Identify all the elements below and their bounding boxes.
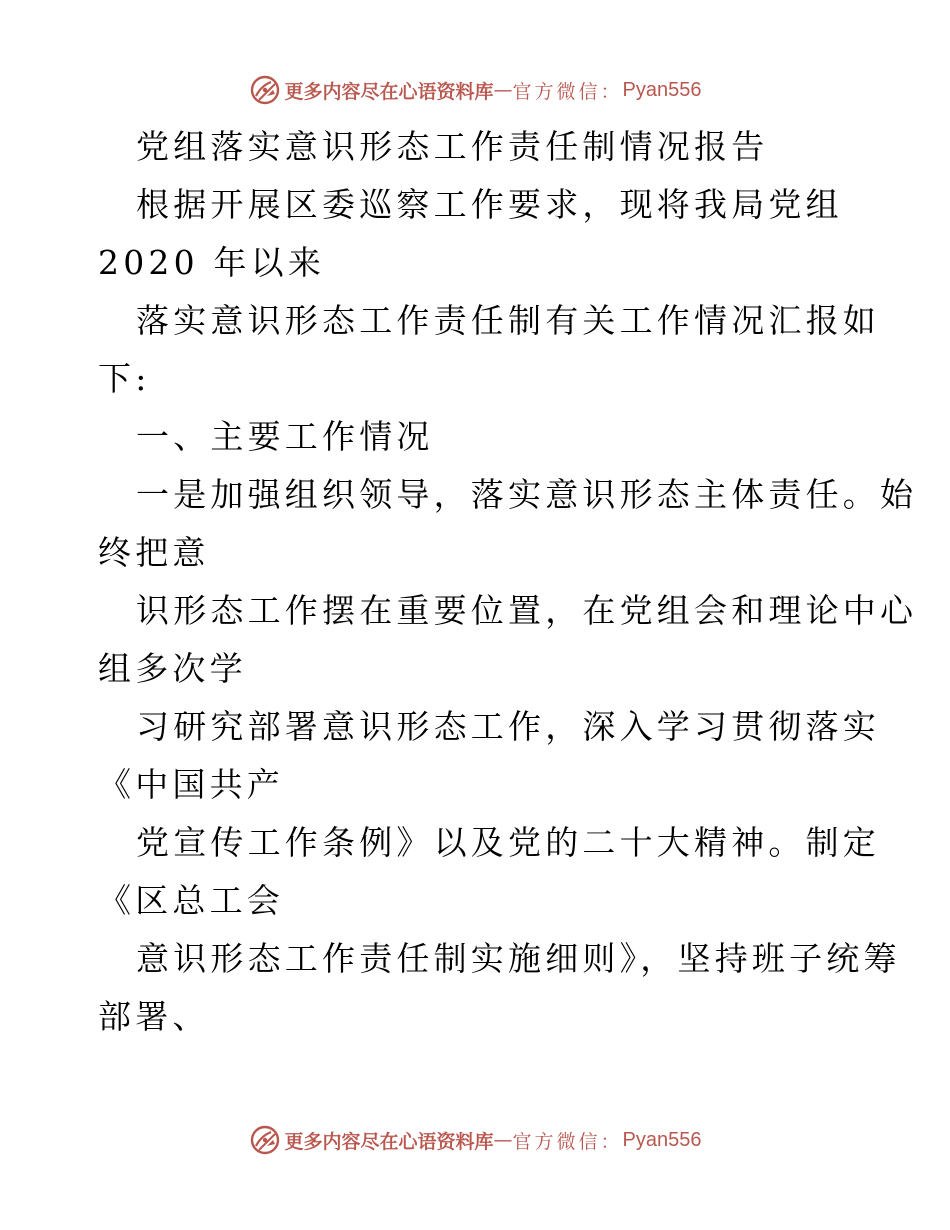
banner-dash: — bbox=[493, 79, 513, 101]
banner-site-text: 更多内容尽在心语资料库 bbox=[284, 1130, 494, 1153]
paragraph-line: 意识形态工作责任制实施细则》，坚持班子统筹 bbox=[136, 939, 901, 978]
footer-banner bbox=[0, 1122, 950, 1158]
pen-circle-logo-icon bbox=[249, 74, 281, 106]
paragraph-line: 党宣传工作条例》以及党的二十大精神。制定 bbox=[136, 823, 880, 862]
paragraph-line: 组多次学 bbox=[98, 649, 247, 688]
paragraph-line: 识形态工作摆在重要位置，在党组会和理论中心 bbox=[136, 591, 918, 630]
paragraph-line: 落实意识形态工作责任制有关工作情况汇报如 bbox=[136, 301, 880, 340]
paragraph-line: 2020 年以来 bbox=[98, 243, 326, 282]
paragraph-line: 终把意 bbox=[98, 533, 210, 572]
document-title: 党组落实意识形态工作责任制情况报告 bbox=[136, 127, 769, 166]
section-heading: 一、主要工作情况 bbox=[136, 417, 434, 456]
banner-dash: — bbox=[493, 1129, 513, 1151]
paragraph-line: 《中国共产 bbox=[98, 765, 284, 804]
paragraph-line: 部署、 bbox=[98, 997, 210, 1036]
banner-wechat-label: 官方微信： bbox=[512, 1130, 623, 1153]
banner-wechat-id: Pyan556 bbox=[622, 1128, 702, 1151]
banner-wechat-id: Pyan556 bbox=[622, 78, 702, 101]
banner-wechat-label: 官方微信： bbox=[512, 80, 623, 103]
paragraph-line: 根据开展区委巡察工作要求，现将我局党组 bbox=[136, 185, 843, 224]
banner-site-text: 更多内容尽在心语资料库 bbox=[284, 80, 494, 103]
paragraph-line: 习研究部署意识形态工作，深入学习贯彻落实 bbox=[136, 707, 880, 746]
document-body bbox=[98, 118, 918, 1046]
pen-circle-logo-icon bbox=[249, 1124, 281, 1156]
paragraph-line: 《区总工会 bbox=[98, 881, 284, 920]
paragraph-line: 下: bbox=[98, 359, 151, 398]
header-banner bbox=[0, 72, 950, 108]
paragraph-line: 一是加强组织领导，落实意识形态主体责任。始 bbox=[136, 475, 918, 514]
